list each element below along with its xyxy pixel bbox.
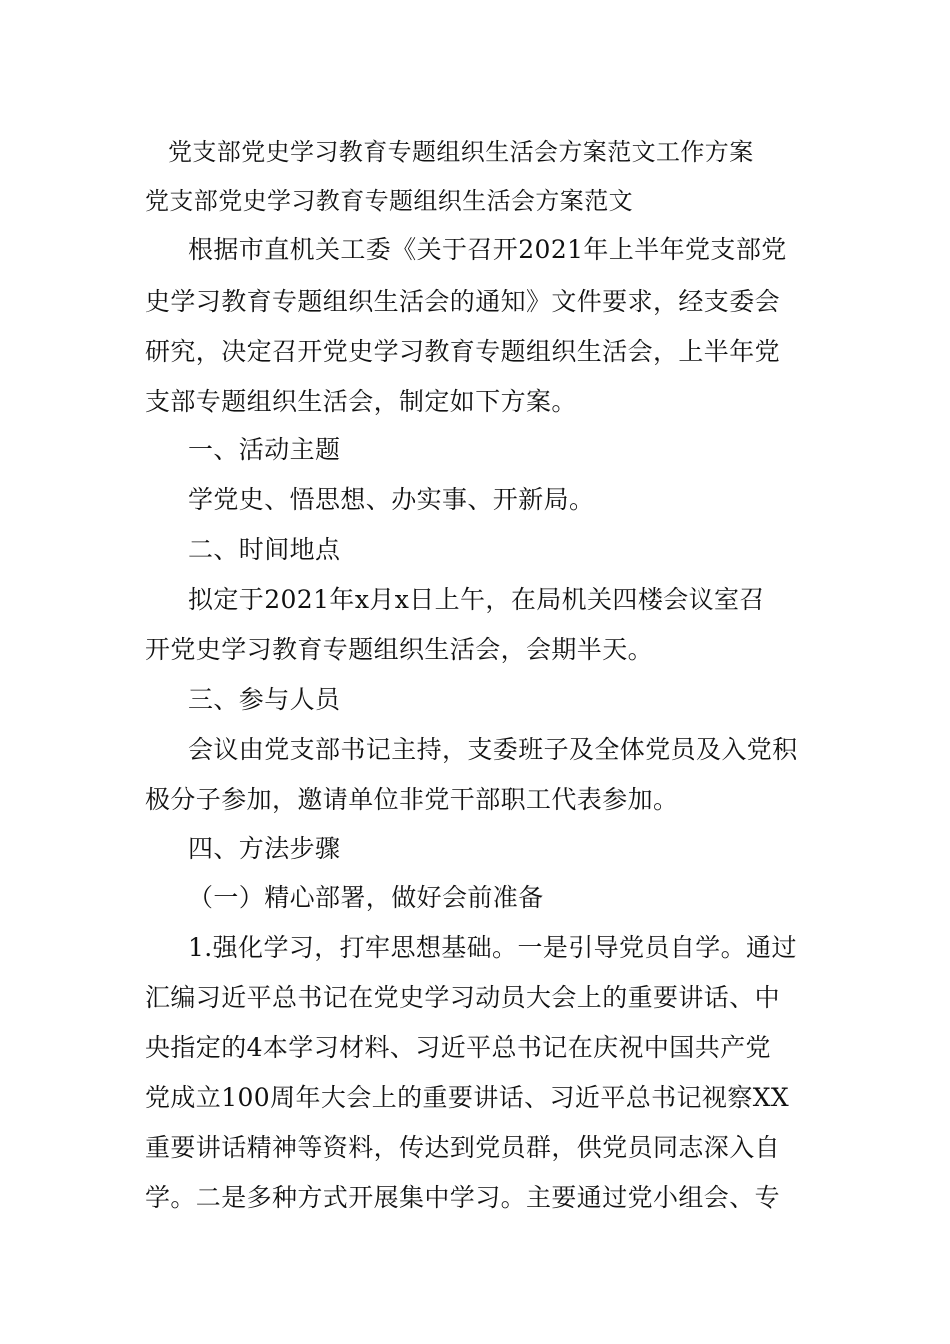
section-1-text: 学党史、悟思想、办实事、开新局。: [188, 485, 595, 514]
paragraph-1-line-4: 支部专题组织生活会，制定如下方案。: [145, 387, 577, 416]
section-3-heading: 三、参与人员: [188, 685, 341, 714]
section-1-heading: 一、活动主题: [188, 435, 341, 464]
paragraph-1-line-1: 根据市直机关工委《关于召开2021年上半年党支部党: [188, 235, 787, 264]
section-4-item-1-line-4: 党成立100周年大会上的重要讲话、习近平总书记视察XX: [145, 1083, 790, 1112]
paragraph-1-line-3: 研究，决定召开党史学习教育专题组织生活会，上半年党: [145, 337, 781, 366]
section-4-heading: 四、方法步骤: [188, 834, 341, 863]
section-4-item-1-line-2: 汇编习近平总书记在党史学习动员大会上的重要讲话、中: [145, 983, 781, 1012]
section-3-text-line-1: 会议由党支部书记主持，支委班子及全体党员及入党积: [188, 735, 798, 764]
section-4-item-1-line-3: 央指定的4本学习材料、习近平总书记在庆祝中国共产党: [145, 1033, 771, 1062]
paragraph-1-line-2: 史学习教育专题组织生活会的通知》文件要求，经支委会: [145, 287, 781, 316]
section-2-text-line-1: 拟定于2021年x月x日上午，在局机关四楼会议室召: [188, 585, 765, 614]
document-title-line-2: 党支部党史学习教育专题组织生活会方案范文: [145, 187, 633, 215]
section-4-subheading-1: （一）精心部署，做好会前准备: [188, 883, 544, 912]
section-2-text-line-2: 开党史学习教育专题组织生活会，会期半天。: [145, 635, 654, 664]
section-4-item-1-line-6: 学。二是多种方式开展集中学习。主要通过党小组会、专: [145, 1183, 781, 1212]
document-title-line-1: 党支部党史学习教育专题组织生活会方案范文工作方案: [168, 138, 754, 166]
section-4-item-1-line-5: 重要讲话精神等资料，传达到党员群，供党员同志深入自: [145, 1133, 781, 1162]
section-2-heading: 二、时间地点: [188, 535, 341, 564]
section-4-item-1-line-1: 1.强化学习，打牢思想基础。一是引导党员自学。通过: [188, 933, 797, 962]
section-3-text-line-2: 极分子参加，邀请单位非党干部职工代表参加。: [145, 785, 679, 814]
